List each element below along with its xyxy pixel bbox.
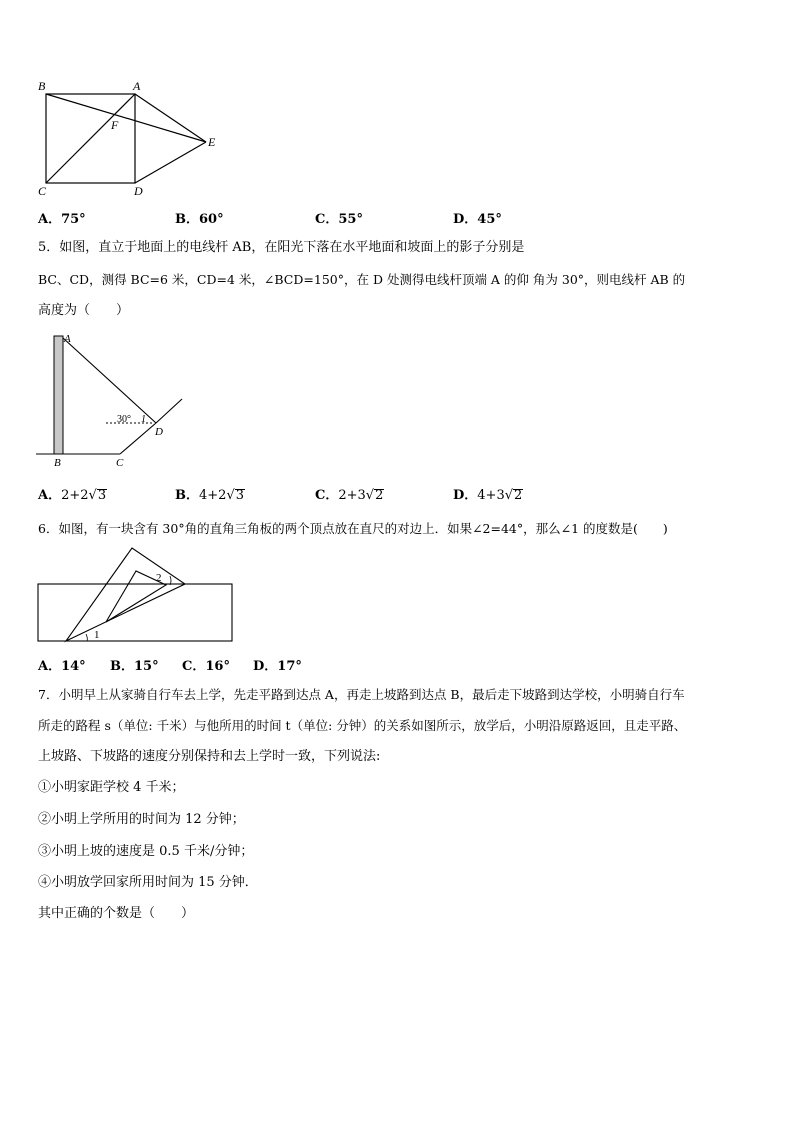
q7-text-line3: 上坡路、下坡路的速度分别保持和去上学时一致，下列说法:: [38, 749, 381, 764]
q4-figure: [30, 76, 230, 200]
option-expr: 2+3: [338, 488, 366, 503]
option-expr: 4+3: [477, 488, 505, 503]
label-A: A: [133, 79, 141, 93]
q6-figure: [36, 546, 236, 646]
label-F: F: [111, 118, 119, 132]
q7-question: 其中正确的个数是（ ）: [38, 906, 195, 921]
q6-option-d[interactable]: D．17°: [253, 659, 302, 674]
q6-option-a[interactable]: A．14°: [38, 659, 86, 674]
option-letter: A．: [38, 488, 62, 503]
sqrt-radicand: 3: [97, 488, 107, 503]
sqrt-symbol: √: [226, 488, 235, 503]
q5-option-b[interactable]: [175, 484, 245, 503]
q7-statement-4: ④小明放学回家所用时间为 15 分钟．: [38, 875, 258, 890]
sqrt-symbol: √: [504, 488, 514, 503]
q7-statement-2: ②小明上学所用的时间为 12 分钟；: [38, 812, 245, 827]
option-expr: 2+2: [61, 488, 89, 503]
option-letter: C．: [315, 488, 339, 503]
q7-statement-3: ③小明上坡的速度是 0.5 千米/分钟；: [38, 844, 254, 859]
label-C: C: [116, 457, 124, 469]
q7-text-line2: 所走的路程 s（单位: 千米）与他所用的时间 t（单位: 分钟）的关系如图所示，放学后，小明沿原路返回，且走平路、: [38, 718, 687, 733]
q4-option-d[interactable]: D．45°: [453, 212, 502, 227]
option-expr: 4+2: [199, 488, 227, 503]
angle-label-1: 1: [141, 414, 146, 425]
q5-text-line3: 高度为（ ）: [38, 303, 130, 318]
label-D: D: [134, 184, 143, 198]
q6-text-line1: 6．如图，有一块含有 30°角的直角三角板的两个顶点放在直尺的对边上．如果∠2=44°，那么∠1 的度数是( ): [38, 521, 668, 536]
label-A: A: [64, 333, 71, 345]
q5-figure: [36, 330, 196, 472]
sqrt-radicand: 2: [375, 488, 384, 503]
label-D: D: [155, 426, 163, 438]
q4-option-a[interactable]: A．75°: [38, 212, 86, 227]
q5-option-a[interactable]: [38, 484, 107, 503]
angle-label-30: 30°: [117, 414, 131, 425]
sqrt-radicand: 2: [514, 488, 523, 503]
option-letter: D．: [453, 488, 478, 503]
option-letter: B．: [175, 488, 199, 503]
q5-text-line1: 5．如图，直立于地面上的电线杆 AB，在阳光下落在水平地面和坡面上的影子分别是: [38, 240, 525, 255]
sqrt-symbol: √: [365, 488, 375, 503]
q4-option-b[interactable]: B．60°: [175, 212, 224, 227]
angle-label-2: 2: [156, 572, 162, 584]
label-B: B: [38, 79, 46, 93]
q5-text-line2: BC、CD，测得 BC=6 米，CD=4 米，∠BCD=150°，在 D 处测得电线杆顶端 A 的仰 角为 30°，则电线杆 AB 的: [38, 272, 686, 287]
label-E: E: [208, 135, 216, 149]
q6-option-c[interactable]: C．16°: [182, 659, 230, 674]
angle-label-1: 1: [94, 629, 100, 641]
q5-option-c[interactable]: [315, 484, 384, 503]
q7-text-line1: 7．小明早上从家骑自行车去上学，先走平路到达点 A，再走上坡路到达点 B，最后走下坡路到达学校，小明骑自行车: [38, 687, 685, 702]
q5-option-d[interactable]: [453, 484, 523, 503]
q7-statement-1: ①小明家距学校 4 千米；: [38, 780, 185, 795]
label-B: B: [54, 457, 61, 469]
label-C: C: [38, 184, 47, 198]
sqrt-symbol: √: [88, 488, 97, 503]
q6-option-b[interactable]: B．15°: [110, 659, 159, 674]
q4-option-c[interactable]: C．55°: [315, 212, 363, 227]
sqrt-radicand: 3: [235, 488, 245, 503]
